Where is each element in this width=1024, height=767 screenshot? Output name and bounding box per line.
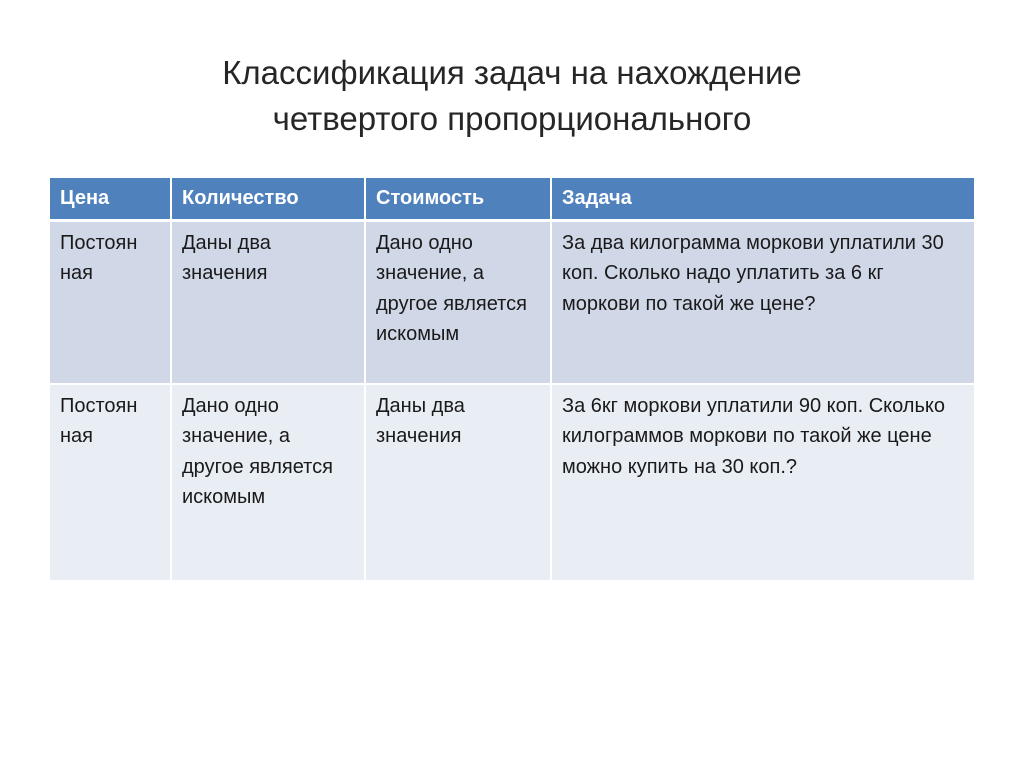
cell-cost: Дано одно значение, а другое является искомым [365, 220, 551, 384]
cell-price: Постоян ная [50, 384, 171, 580]
table-header-row [50, 178, 974, 220]
cell-task: За два килограмма моркови уплатили 30 коп. Сколько надо уплатить за 6 кг моркови по такой же цене? [551, 220, 974, 384]
header-cost: Стоимость [365, 178, 551, 220]
cell-task: За 6кг моркови уплатили 90 коп. Сколько килограммов моркови по такой же цене можно купить на 30 коп.? [551, 384, 974, 580]
slide-title-line-2: четвертого пропорционального [272, 100, 752, 137]
header-task: Задача [551, 178, 974, 220]
table-row [50, 220, 974, 384]
cell-cost: Даны два значения [365, 384, 551, 580]
slide-title [0, 50, 1024, 142]
cell-quantity: Дано одно значение, а другое является искомым [171, 384, 365, 580]
header-quantity: Количество [171, 178, 365, 220]
classification-table [50, 178, 974, 580]
cell-quantity: Даны два значения [171, 220, 365, 384]
header-price: Цена [50, 178, 171, 220]
slide-title-line-1: Классификация задач на нахождение [222, 54, 802, 91]
table-row [50, 384, 974, 580]
cell-price: Постоян ная [50, 220, 171, 384]
classification-table-container [50, 178, 974, 580]
